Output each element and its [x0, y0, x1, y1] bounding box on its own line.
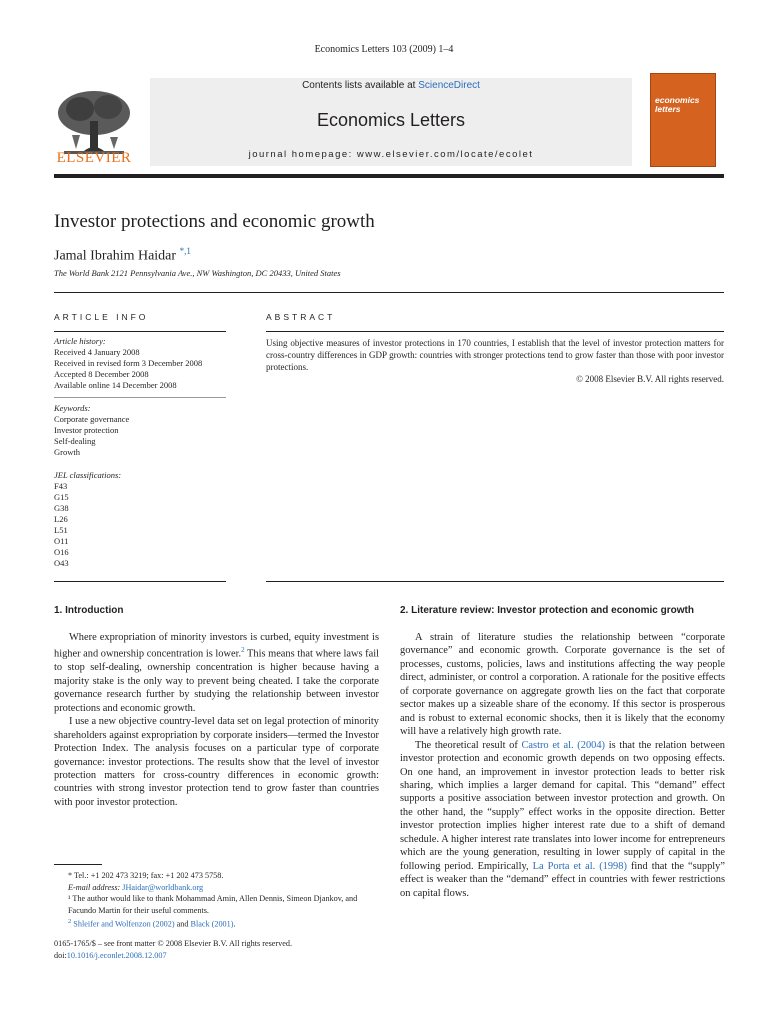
- intro-paragraph-2: I use a new objective country-level data set on legal protection of minority shareholders against expropriation by corporate insiders—termed the Investor Protection Index. The analysis focuses on a particular type of corporate governance: investor protections. The results show that the level of investor protection matters for cross-country differences in economic growth: countries with strong investor protection tend to grow faster than countries with poor investor protection.: [54, 716, 379, 808]
- jel-classifications: JEL classifications: F43 G15 G38 L26 L51 O11 O16 O43: [54, 470, 122, 568]
- doi-link[interactable]: 10.1016/j.econlet.2008.12.007: [66, 950, 167, 960]
- citation-black-2001[interactable]: Black (2001): [190, 919, 234, 929]
- issn-line: 0165-1765/$ – see front matter © 2008 Elsevier B.V. All rights reserved.: [54, 939, 293, 948]
- cover-title-line-1: economics: [655, 95, 700, 105]
- footnote-star: * Tel.: +1 202 473 3219; fax: +1 202 473 5758.: [68, 871, 224, 880]
- journal-cover-image: [650, 73, 716, 167]
- footnote-ref-2[interactable]: 2: [241, 646, 245, 655]
- header-rule: [54, 174, 724, 178]
- citation-castro-2004[interactable]: Castro et al. (2004): [521, 739, 605, 751]
- sciencedirect-link[interactable]: ScienceDirect: [418, 80, 480, 91]
- intro-paragraph-1: Where expropriation of minority investors is curbed, equity investment is higher and ownership concentration is lower.$^2$ This means that where laws fail to stop self-dealing, ownership concentration is higher because having a majority stake is the only way to prevent being cheated. I take the corporate governance research further by studying the relationship between investor protections and economic growth.: [54, 632, 379, 714]
- footnote-email: E-mail address: JHaidar@worldbank.org: [68, 882, 204, 892]
- author-marks[interactable]: *,1: [179, 246, 191, 256]
- contents-line: Contents lists available at ScienceDirect: [302, 80, 480, 91]
- footnote-rule: [54, 864, 102, 865]
- abstract-rule: [266, 331, 724, 332]
- abstract-bottom-rule: [266, 581, 724, 582]
- publisher-name: ELSEVIER: [56, 150, 132, 166]
- history-rule: [54, 397, 226, 398]
- literature-review-body: [400, 631, 725, 900]
- running-head: Economics Letters 103 (2009) 1–4: [314, 44, 454, 55]
- footnote-1: ¹ The author would like to thank Mohammad Amin, Allen Dennis, Simeon Djankov, and Facundo Martin for their useful comments.: [68, 894, 358, 915]
- journal-homepage[interactable]: journal homepage: www.elsevier.com/locate/ecolet: [248, 149, 534, 160]
- article-title: Investor protections and economic growth: [54, 211, 375, 232]
- article-info-bottom-rule: [54, 581, 226, 582]
- abstract-label: ABSTRACT: [266, 312, 336, 322]
- article-info-label: ARTICLE INFO: [54, 312, 149, 322]
- citation-shleifer-wolfenzon-2002[interactable]: Shleifer and Wolfenzon (2002): [73, 919, 175, 929]
- front-matter: [54, 938, 292, 961]
- abstract-text: Using objective measures of investor protections in 170 countries, I establish that the level of investor protection matters for cross-country differences in GDP growth: countries with stronger protections tend to grow faster than those with poor investor protections.: [266, 338, 724, 373]
- footnote-2: $^2$ Shleifer and Wolfenzon (2002) and Black (2001).: [68, 918, 236, 929]
- lit-paragraph-1: A strain of literature studies the relationship between “corporate governance” and economic growth. Corporate governance is the set of processes, customs, policies, laws and institutions affecting the way people direct, administer, or control a corporation. A rationale for the positive effects of corporate governance on aggregate growth lies on the fact that corporate sector makes up a sizeable share of the economy. If this sector is prosperous and is robust to external economic shocks, then it is likely that the economy will have a relatively high growth rate.: [400, 632, 725, 738]
- introduction-body: [54, 631, 379, 809]
- doi-line: doi:10.1016/j.econlet.2008.12.007: [54, 950, 167, 960]
- footnotes: [54, 870, 379, 930]
- author-line: [54, 246, 191, 265]
- author-email-link[interactable]: JHaidar@worldbank.org: [122, 882, 204, 892]
- section-heading-literature-review: 2. Literature review: Investor protection and economic growth: [400, 605, 694, 616]
- cover-title-line-2: letters: [655, 104, 681, 114]
- abstract-copyright: © 2008 Elsevier B.V. All rights reserved.: [576, 374, 724, 384]
- lit-paragraph-2: The theoretical result of Castro et al. (2004) is that the relation between investor protection and economic growth depends on two opposing effects. On one hand, an improvement in investor protection leads to better risk sharing, which implies a larger demand for capital. This “demand” effect supports a positive association between investor protection and growth. On the other hand, the “supply” effect works in the opposite direction. Better investor protection implies higher interest rate due to a shift of demand schedule. A higher interest rate translates into lower income for entrepreneurs which are the young generation, resulting in lower supply of capital in the following period. Empirically, La Porta et al. (1998) find that the “supply” effect is weaker than the “demand” effect in countries with fewer restrictions on capital flows.: [400, 739, 726, 899]
- citation-la-porta-1998[interactable]: La Porta et al. (1998): [532, 860, 627, 872]
- keywords: Keywords: Corporate governance Investor protection Self-dealing Growth: [54, 403, 130, 457]
- journal-title: Economics Letters: [316, 110, 466, 130]
- article-info-rule: [54, 331, 226, 332]
- section-heading-introduction: 1. Introduction: [54, 605, 124, 616]
- author-name: Jamal Ibrahim Haidar: [54, 248, 177, 264]
- article-history: Article history: Received 4 January 2008 Received in revised form 3 December 2008 Accepted 8 December 2008 Available online 14 December 2008: [54, 336, 203, 390]
- title-rule: [54, 292, 724, 293]
- affiliation: The World Bank 2121 Pennsylvania Ave., NW Washington, DC 20433, United States: [54, 268, 341, 278]
